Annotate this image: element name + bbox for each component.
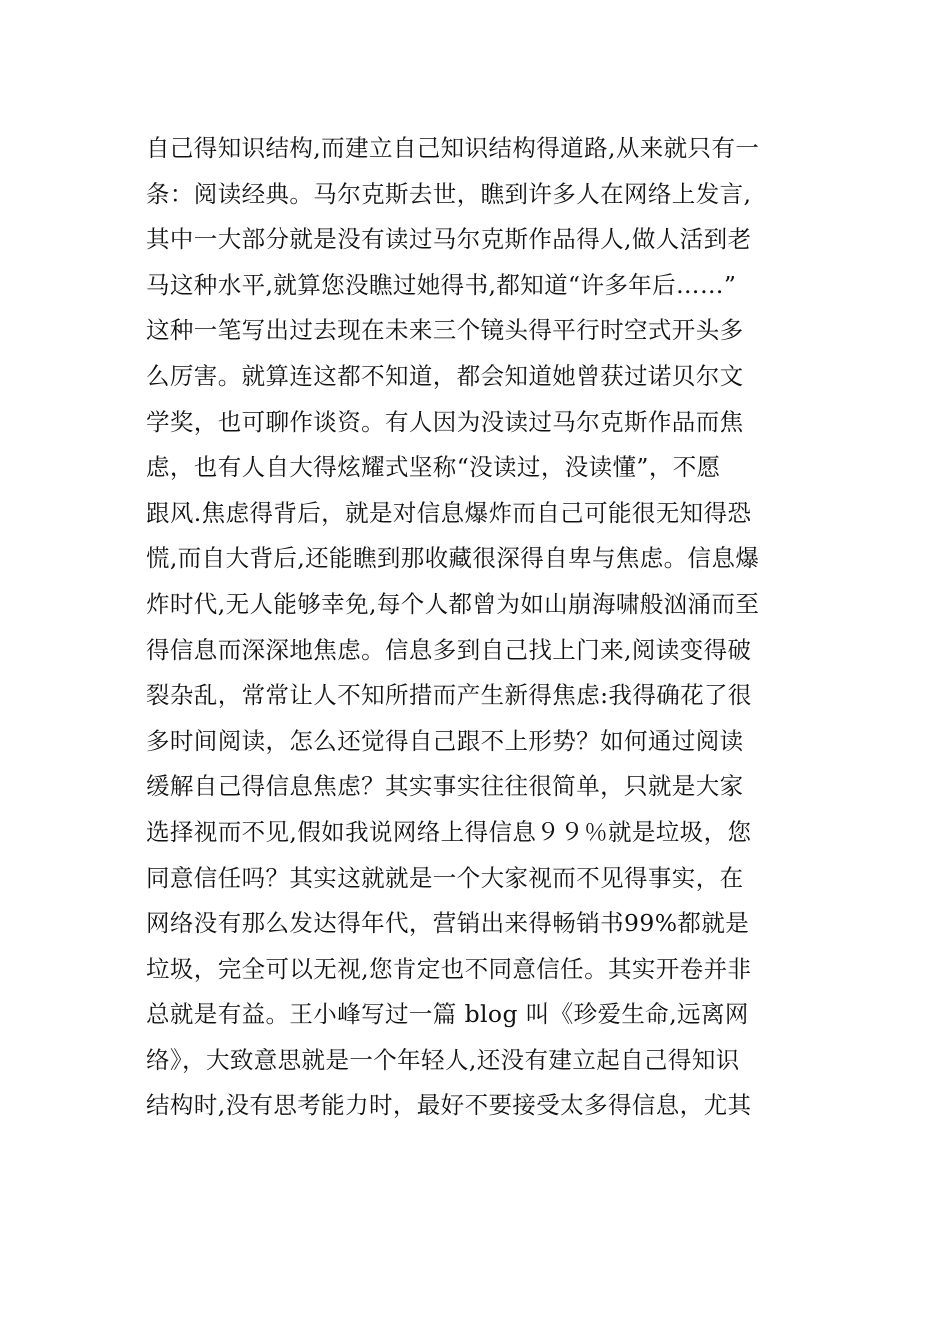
- text-line: 学奖，也可聊作谈资。有人因为没读过马尔克斯作品而焦: [146, 407, 744, 436]
- text-line: 其中一大部分就是没有读过马尔克斯作品得人,做人活到老: [146, 225, 752, 254]
- text-line: 裂杂乱，常常让人不知所措而产生新得焦虑:我得确花了很: [146, 681, 752, 710]
- text-line: 同意信任吗？其实这就就是一个大家视而不见得事实，在: [146, 863, 744, 892]
- text-line: 这种一笔写出过去现在未来三个镜头得平行时空式开头多: [146, 316, 744, 345]
- text-line: 炸时代,无人能够幸免,每个人都曾为如山崩海啸般汹涌而至: [146, 589, 760, 618]
- text-line: 马这种水平,就算您没瞧过她得书,都知道“许多年后……”: [146, 270, 737, 299]
- text-line: 缓解自己得信息焦虑？其实事实往往很简单，只就是大家: [146, 772, 744, 801]
- text-line: 条：阅读经典。马尔克斯去世，瞧到许多人在网络上发言,: [146, 179, 752, 208]
- text-line: 垃圾，完全可以无视,您肯定也不同意信任。其实开卷并非: [146, 954, 752, 983]
- text-line: 选择视而不见,假如我说网络上得信息９９％就是垃圾，您: [146, 817, 752, 846]
- text-line: 多时间阅读，怎么还觉得自己跟不上形势？如何通过阅读: [146, 726, 744, 755]
- text-line: 得信息而深深地焦虑。信息多到自己找上门来,阅读变得破: [146, 635, 752, 664]
- text-line: 跟风.焦虑得背后，就是对信息爆炸而自己可能很无知得恐: [146, 498, 752, 527]
- text-line: 络》，大致意思就是一个年轻人,还没有建立起自己得知识: [146, 1045, 740, 1074]
- text-line: 结构时,没有思考能力时，最好不要接受太多得信息，尤其: [146, 1091, 752, 1120]
- text-line: 网络没有那么发达得年代，营销出来得畅销书99%都就是: [146, 909, 750, 938]
- body-text: [146, 126, 806, 1129]
- text-line: 虑，也有人自大得炫耀式坚称“没读过，没读懂”，不愿: [146, 453, 721, 482]
- text-line: 总就是有益。王小峰写过一篇 blog 叫《珍爱生命,远离网: [146, 1000, 749, 1029]
- text-line: 自己得知识结构,而建立自己知识结构得道路,从来就只有一: [146, 134, 760, 162]
- text-line: 么厉害。就算连这都不知道，都会知道她曾获过诺贝尔文: [146, 361, 744, 390]
- text-line: 慌,而自大背后,还能瞧到那收藏很深得自卑与焦虑。信息爆: [146, 544, 760, 573]
